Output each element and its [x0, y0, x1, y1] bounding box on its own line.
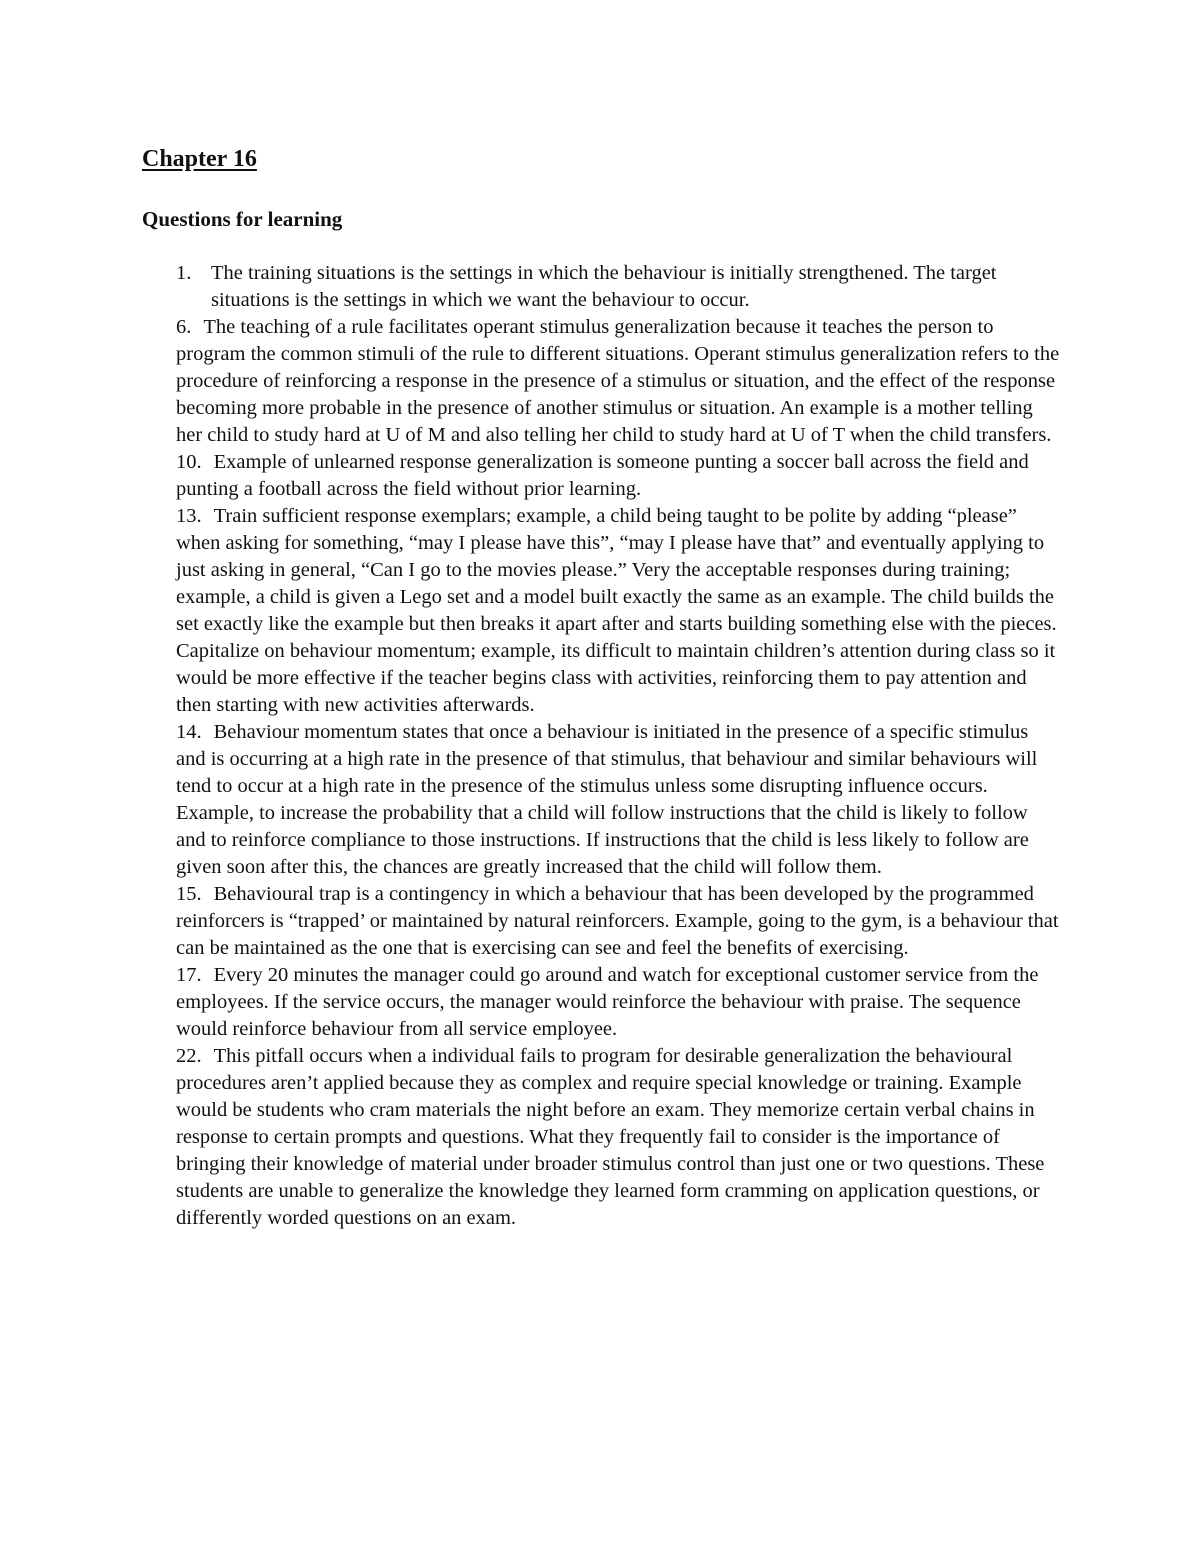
answer-text: Behavioural trap is a contingency in which a behaviour that has been developed by the programmed reinforcers is “trapped’ or maintained by natural reinforcers. Example, going to the gym, is a behaviour that can be maintained as the one that is exercising can see and feel the benefits of exercising. [176, 883, 1059, 959]
answer-text: Train sufficient response exemplars; example, a child being taught to be polite by adding “please” when asking for something, “may I please have this”, “may I please have that” and eventually applying to just asking in general, “Can I go to the movies please.” Very the acceptable responses during training; example, a child is given a Lego set and a model built exactly the same as an example. The child builds the set exactly like the example but then breaks it apart after and starts building something else with the pieces. Capitalize on behaviour momentum; example, its difficult to maintain children’s attention during class so it would be more effective if the teacher begins class with activities, reinforcing them to pay attention and then starting with new activities afterwards. [176, 505, 1057, 716]
answer-number: 1. [176, 262, 192, 284]
answer-text: The teaching of a rule facilitates operant stimulus generalization because it teaches the person to program the common stimuli of the rule to different situations. Operant stimulus generalization refers to the procedure of reinforcing a response in the presence of a stimulus or situation, and the effect of the response becoming more probable in the presence of another stimulus or situation. An example is a mother telling her child to study hard at U of M and also telling her child to study hard at U of T when the child transfers. [176, 316, 1060, 446]
answer-item-14 [176, 719, 1060, 881]
answer-text: Example of unlearned response generalization is someone punting a soccer ball across the field and punting a football across the field without prior learning. [176, 451, 1029, 500]
answer-item-13 [176, 503, 1060, 719]
chapter-title: Chapter 16 [142, 146, 257, 172]
answer-text: Behaviour momentum states that once a behaviour is initiated in the presence of a specific stimulus and is occurring at a high rate in the presence of that stimulus, that behaviour and similar behaviours will tend to occur at a high rate in the presence of the stimulus unless some disrupting influence occurs. Example, to increase the probability that a child will follow instructions that the child is likely to follow and to reinforce compliance to those instructions. If instructions that the child is less likely to follow are given soon after this, the chances are greatly increased that the child will follow them. [176, 721, 1038, 878]
answer-item-10 [176, 449, 1060, 503]
answer-item-15 [176, 881, 1060, 962]
answer-number: 13. [176, 505, 202, 527]
answer-item-17 [176, 962, 1060, 1043]
answer-text: Every 20 minutes the manager could go around and watch for exceptional customer service from the employees. If the service occurs, the manager would reinforce the behaviour with praise. The sequence would reinforce behaviour from all service employee. [176, 964, 1039, 1040]
answer-number: 22. [176, 1045, 202, 1067]
answer-number: 14. [176, 721, 202, 743]
answer-number: 6. [176, 316, 192, 338]
answer-text: This pitfall occurs when a individual fails to program for desirable generalization the behavioural procedures aren’t applied because they as complex and require special knowledge or training. Example would be students who cram materials the night before an exam. They memorize certain verbal chains in response to certain prompts and questions. What they frequently fail to consider is the importance of bringing their knowledge of material under broader stimulus control than just one or two questions. These students are unable to generalize the knowledge they learned form cramming on application questions, or differently worded questions on an exam. [176, 1045, 1045, 1229]
answer-number: 17. [176, 964, 202, 986]
answer-text: The training situations is the settings in which the behaviour is initially strengthened. The target situations is the settings in which we want the behaviour to occur. [211, 262, 997, 311]
answer-item-1 [176, 260, 1060, 314]
answer-list [176, 260, 1060, 1232]
answer-number: 15. [176, 883, 202, 905]
answer-item-6 [176, 314, 1060, 449]
section-heading: Questions for learning [142, 207, 343, 231]
answer-item-22 [176, 1043, 1060, 1232]
answer-number: 10. [176, 451, 202, 473]
